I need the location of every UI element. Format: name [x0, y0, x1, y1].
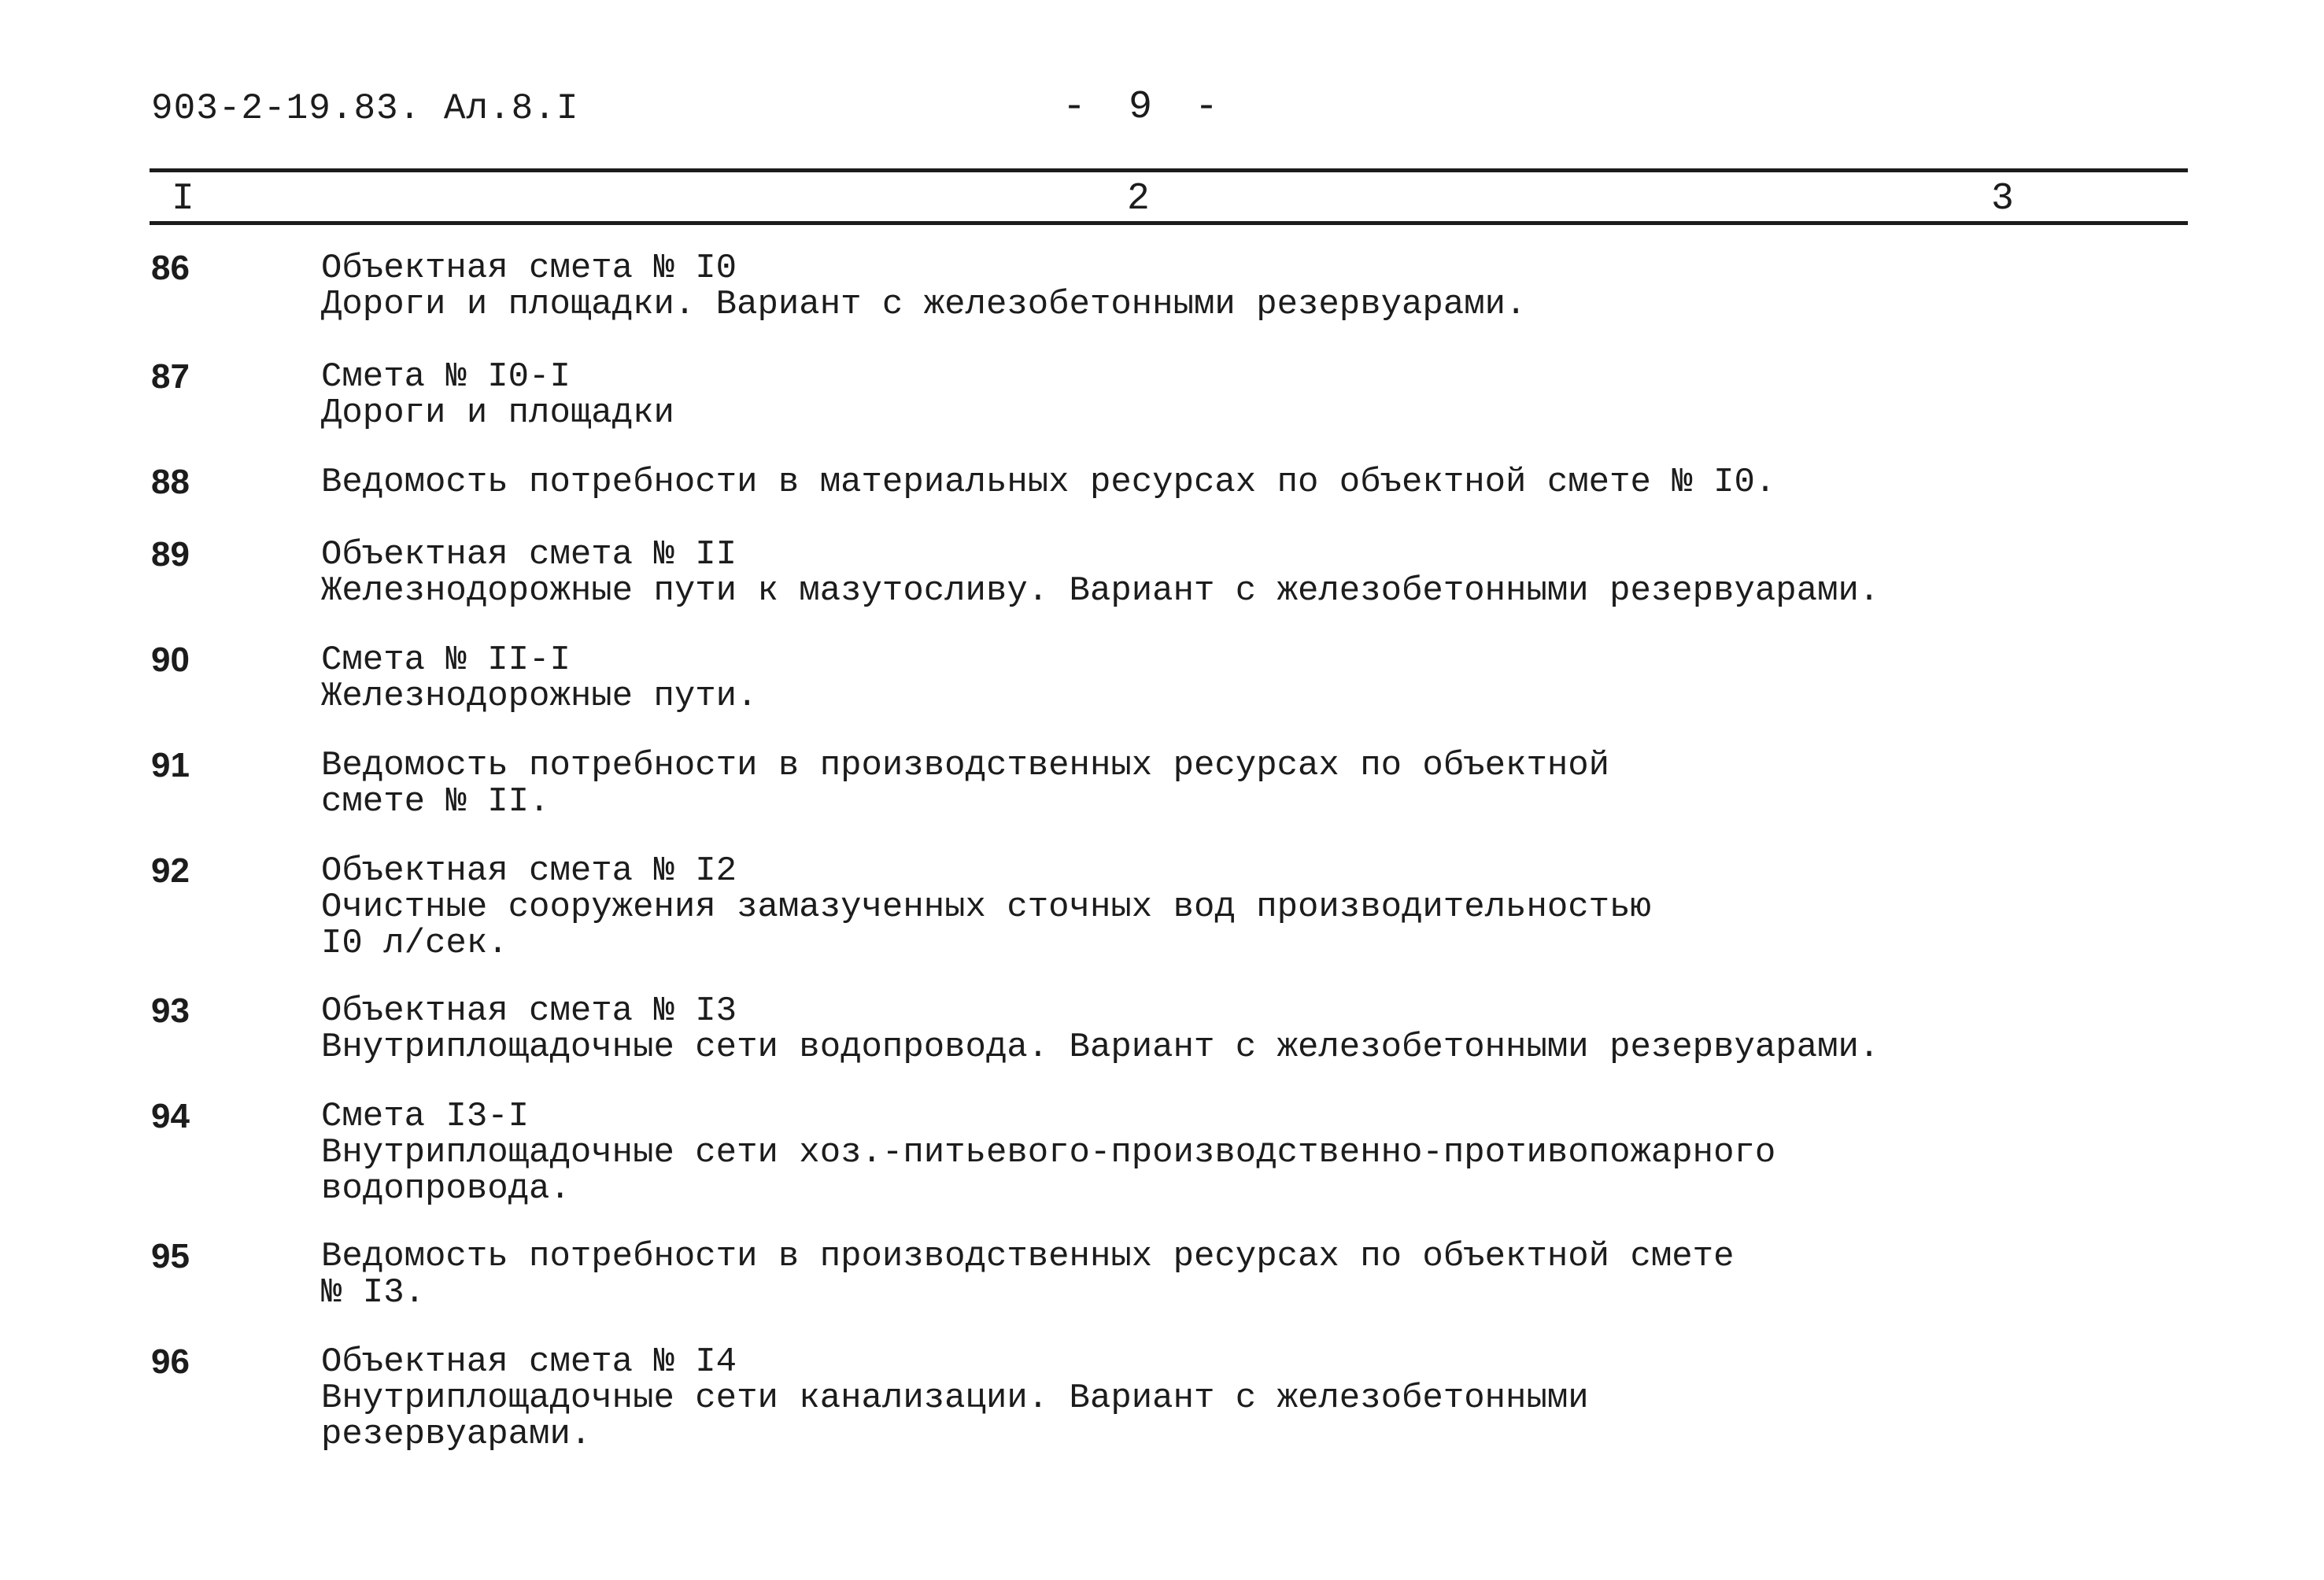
entry-description: [321, 1098, 2210, 1207]
entry-title: Объектная смета № I3: [321, 991, 737, 1031]
document-code: 903-2-19.83. Ал.8.I: [151, 88, 579, 129]
entry-title: Смета № I0-I: [321, 357, 571, 397]
page-number: - 9 -: [1062, 85, 1219, 130]
entry-line: Внутриплощадочные сети канализации. Вариант с железобетонными: [321, 1379, 1589, 1418]
entry-line: водопровода.: [321, 1169, 571, 1209]
entry-line: Железнодорожные пути к мазутосливу. Вариант с железобетонными резервуарами.: [321, 571, 1880, 611]
entry-number: 94: [151, 1097, 190, 1135]
header-rule-top: [150, 168, 2188, 172]
entry-title: Ведомость потребности в материальных ресурсах по объектной смете № I0.: [321, 463, 1776, 502]
entry-number: 88: [151, 463, 190, 501]
entry-description: [321, 1239, 2210, 1311]
entry-number: 87: [151, 357, 190, 396]
entry-number: 93: [151, 991, 190, 1030]
entry-line: Дороги и площадки: [321, 393, 674, 433]
entry-line: резервуарами.: [321, 1415, 592, 1454]
entry-title: Объектная смета № I4: [321, 1342, 737, 1382]
entry-line: смете № II.: [321, 782, 550, 821]
entry-description: [321, 537, 2210, 609]
column-header-3: 3: [1991, 178, 2014, 220]
entry-number: 90: [151, 640, 190, 679]
entry-number: 89: [151, 535, 190, 574]
entry-number: 86: [151, 249, 190, 287]
entry-title: Смета № II-I: [321, 640, 571, 680]
entry-title: Смета I3-I: [321, 1097, 530, 1136]
entry-description: [321, 1344, 2210, 1453]
header-rule-bottom: [150, 221, 2188, 225]
entry-description: [321, 250, 2210, 323]
entry-number: 92: [151, 851, 190, 890]
entry-number: 91: [151, 746, 190, 784]
entry-number: 96: [151, 1342, 190, 1381]
entry-line: I0 л/сек.: [321, 924, 508, 963]
entry-line: № I3.: [321, 1273, 426, 1312]
entry-title: Ведомость потребности в производственных ресурсах по объектной: [321, 746, 1610, 785]
entry-description: [321, 359, 2210, 431]
entry-number: 95: [151, 1237, 190, 1275]
entry-description: [321, 993, 2210, 1065]
column-header-1: I: [172, 178, 194, 220]
entry-line: Внутриплощадочные сети водопровода. Вариант с железобетонными резервуарами.: [321, 1028, 1880, 1067]
entry-description: [321, 642, 2210, 714]
column-header-2: 2: [1127, 178, 1150, 220]
entry-line: Внутриплощадочные сети хоз.-питьевого-производственно-противопожарного: [321, 1133, 1776, 1172]
entry-title: Объектная смета № I0: [321, 249, 737, 288]
entry-line: Дороги и площадки. Вариант с железобетонными резервуарами.: [321, 285, 1527, 324]
entry-line: Железнодорожные пути.: [321, 677, 758, 716]
entry-title: Объектная смета № I2: [321, 851, 737, 891]
entry-description: [321, 748, 2210, 820]
entry-title: Ведомость потребности в производственных ресурсах по объектной смете: [321, 1237, 1735, 1276]
entry-line: Очистные сооружения замазученных сточных вод производительностью: [321, 888, 1651, 927]
entry-title: Объектная смета № II: [321, 535, 737, 574]
entry-description: [321, 464, 2210, 500]
entry-description: [321, 853, 2210, 962]
